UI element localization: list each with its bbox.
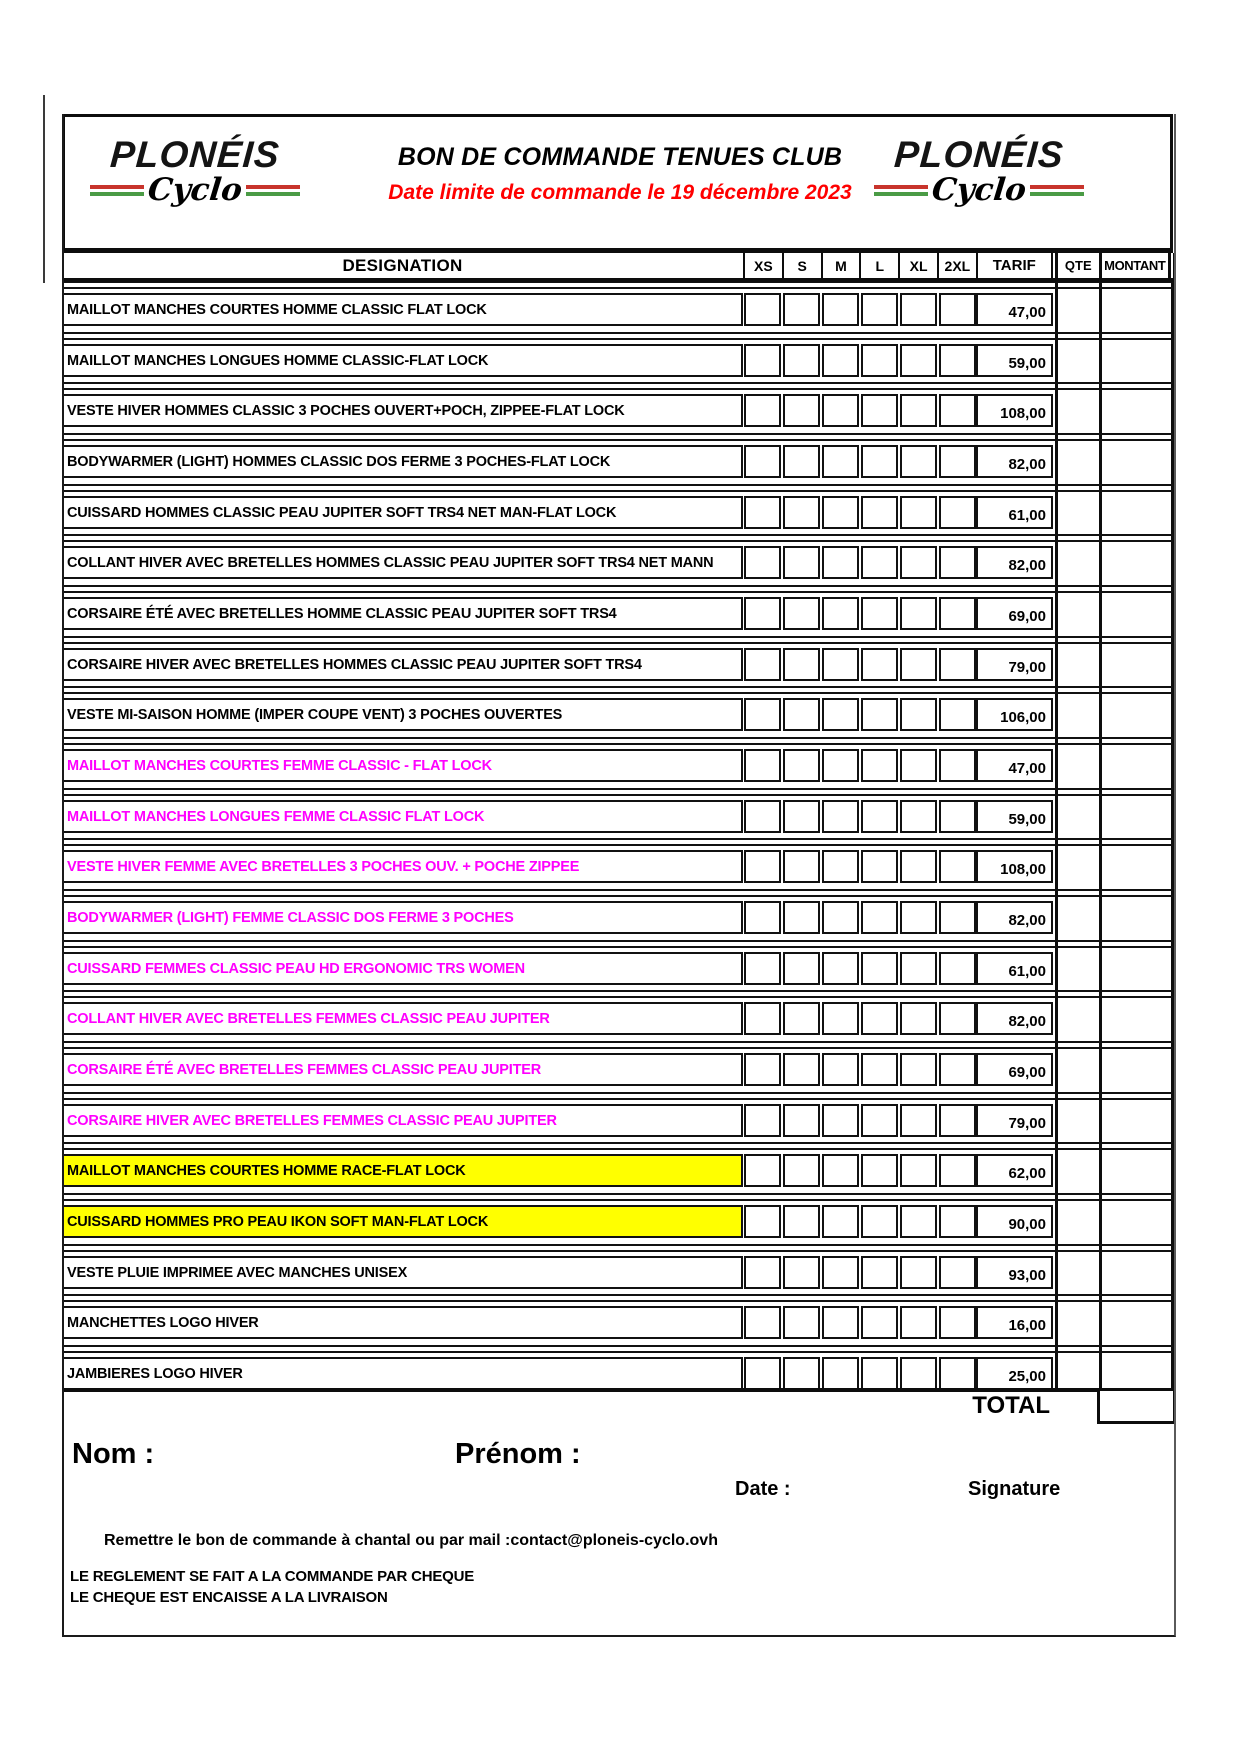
row-spacer: [62, 1092, 1173, 1100]
size-cell-m[interactable]: [822, 1053, 859, 1086]
size-cell-l[interactable]: [861, 546, 898, 579]
size-cell-s[interactable]: [783, 496, 820, 529]
tarif-cell: 106,00: [976, 698, 1053, 731]
logo-wordmark: PLONÉIS: [108, 134, 282, 175]
size-cell-l[interactable]: [861, 344, 898, 377]
size-cell-m[interactable]: [822, 344, 859, 377]
row-spacer: [62, 281, 1173, 289]
size-cell-s[interactable]: [783, 394, 820, 427]
column-montant: MONTANT: [1099, 253, 1171, 278]
logo-stripes-left: [90, 182, 144, 199]
size-cell-l[interactable]: [861, 1256, 898, 1289]
size-cell-xl[interactable]: [900, 1357, 937, 1390]
red-stripe: [90, 185, 144, 189]
table-row: [62, 1205, 1173, 1238]
row-spacer: [62, 737, 1173, 745]
size-cell-xs[interactable]: [744, 496, 781, 529]
size-cell-m[interactable]: [822, 850, 859, 883]
logo-script: Cyclo: [146, 172, 244, 208]
column-tarif: TARIF: [976, 253, 1053, 278]
logo-stripes-right: [1030, 182, 1084, 199]
green-stripe: [874, 192, 928, 196]
size-cell-xl[interactable]: [900, 1256, 937, 1289]
tarif-cell: 61,00: [976, 952, 1053, 985]
designation-cell: CUISSARD FEMMES CLASSIC PEAU HD ERGONOMIC TRS WOMEN: [62, 952, 743, 985]
table-row: [62, 901, 1173, 934]
row-spacer: [62, 534, 1173, 542]
column-qte: QTE: [1055, 253, 1099, 278]
size-cell-s[interactable]: [783, 546, 820, 579]
size-cell-s[interactable]: [783, 1256, 820, 1289]
tarif-cell: 59,00: [976, 800, 1053, 833]
size-cell-xs[interactable]: [744, 952, 781, 985]
row-spacer: [62, 433, 1173, 441]
tarif-cell: 82,00: [976, 1002, 1053, 1035]
row-spacer: [62, 838, 1173, 846]
designation-cell: CORSAIRE ÉTÉ AVEC BRETELLES HOMME CLASSIC PEAU JUPITER SOFT TRS4: [62, 597, 743, 630]
table-row: [62, 648, 1173, 681]
size-cell-2xl[interactable]: [939, 749, 976, 782]
total-label: TOTAL: [972, 1392, 1050, 1419]
tarif-cell: 47,00: [976, 293, 1053, 326]
tarif-cell: 69,00: [976, 1053, 1053, 1086]
logo-subrow: [863, 172, 1095, 208]
designation-cell: VESTE PLUIE IMPRIMEE AVEC MANCHES UNISEX: [62, 1256, 743, 1289]
tarif-cell: 79,00: [976, 648, 1053, 681]
row-spacer: [62, 1142, 1173, 1150]
size-cell-2xl[interactable]: [939, 1104, 976, 1137]
column-size-xl: XL: [898, 253, 937, 278]
logo-wordmark: PLONÉIS: [892, 134, 1066, 175]
designation-cell: MAILLOT MANCHES COURTES HOMME RACE-FLAT LOCK: [62, 1154, 743, 1187]
size-cell-l[interactable]: [861, 1357, 898, 1390]
size-cell-2xl[interactable]: [939, 1357, 976, 1390]
green-stripe: [1030, 192, 1084, 196]
size-cell-2xl[interactable]: [939, 1154, 976, 1187]
size-cell-xl[interactable]: [900, 597, 937, 630]
size-cell-2xl[interactable]: [939, 1306, 976, 1339]
size-cell-xl[interactable]: [900, 901, 937, 934]
size-cell-xl[interactable]: [900, 648, 937, 681]
table-row: [62, 1053, 1173, 1086]
tarif-cell: 62,00: [976, 1154, 1053, 1187]
size-cell-s[interactable]: [783, 1306, 820, 1339]
table-row: [62, 850, 1173, 883]
size-cell-m[interactable]: [822, 546, 859, 579]
size-cell-l[interactable]: [861, 1154, 898, 1187]
designation-cell: COLLANT HIVER AVEC BRETELLES HOMMES CLASSIC PEAU JUPITER SOFT TRS4 NET MANN: [62, 546, 743, 579]
size-cell-2xl[interactable]: [939, 1053, 976, 1086]
table-row: [62, 496, 1173, 529]
size-cell-xs[interactable]: [744, 1053, 781, 1086]
size-cell-xl[interactable]: [900, 1154, 937, 1187]
size-cell-xl[interactable]: [900, 1053, 937, 1086]
size-cell-m[interactable]: [822, 698, 859, 731]
size-cell-s[interactable]: [783, 1357, 820, 1390]
date-label: Date :: [735, 1478, 791, 1500]
size-cell-xs[interactable]: [744, 1357, 781, 1390]
designation-cell: MAILLOT MANCHES COURTES FEMME CLASSIC - FLAT LOCK: [62, 749, 743, 782]
size-cell-l[interactable]: [861, 1053, 898, 1086]
size-cell-xl[interactable]: [900, 1205, 937, 1238]
size-cell-xs[interactable]: [744, 901, 781, 934]
table-row: [62, 1104, 1173, 1137]
size-cell-xs[interactable]: [744, 1256, 781, 1289]
size-cell-m[interactable]: [822, 293, 859, 326]
designation-cell: CUISSARD HOMMES CLASSIC PEAU JUPITER SOFT TRS4 NET MAN-FLAT LOCK: [62, 496, 743, 529]
row-spacer: [62, 788, 1173, 796]
size-cell-xl[interactable]: [900, 394, 937, 427]
size-cell-m[interactable]: [822, 1104, 859, 1137]
size-cell-s[interactable]: [783, 597, 820, 630]
designation-cell: CORSAIRE ÉTÉ AVEC BRETELLES FEMMES CLASSIC PEAU JUPITER: [62, 1053, 743, 1086]
size-cell-xl[interactable]: [900, 850, 937, 883]
row-spacer: [62, 940, 1173, 948]
table-row: [62, 1256, 1173, 1289]
size-cell-2xl[interactable]: [939, 597, 976, 630]
size-cell-2xl[interactable]: [939, 344, 976, 377]
size-cell-xl[interactable]: [900, 1002, 937, 1035]
column-size-2xl: 2XL: [937, 253, 976, 278]
table-row: [62, 952, 1173, 985]
tarif-cell: 25,00: [976, 1357, 1053, 1390]
size-cell-xl[interactable]: [900, 1306, 937, 1339]
size-cell-xl[interactable]: [900, 1104, 937, 1137]
size-cell-s[interactable]: [783, 445, 820, 478]
size-cell-2xl[interactable]: [939, 1205, 976, 1238]
tarif-cell: 61,00: [976, 496, 1053, 529]
table-header: [62, 250, 1173, 282]
logo-subrow: [79, 172, 311, 208]
header-titles: [315, 143, 925, 205]
table-row: [62, 1154, 1173, 1187]
size-cell-xs[interactable]: [744, 850, 781, 883]
column-size-s: S: [782, 253, 821, 278]
size-cell-m[interactable]: [822, 952, 859, 985]
tarif-cell: 47,00: [976, 749, 1053, 782]
table-row: [62, 394, 1173, 427]
size-cell-xs[interactable]: [744, 1154, 781, 1187]
table-row: [62, 1306, 1173, 1339]
size-cell-l[interactable]: [861, 597, 898, 630]
tarif-cell: 108,00: [976, 850, 1053, 883]
size-cell-2xl[interactable]: [939, 648, 976, 681]
size-cell-xl[interactable]: [900, 800, 937, 833]
size-cell-2xl[interactable]: [939, 850, 976, 883]
size-cell-m[interactable]: [822, 496, 859, 529]
size-cell-2xl[interactable]: [939, 394, 976, 427]
tarif-cell: 82,00: [976, 901, 1053, 934]
size-cell-l[interactable]: [861, 698, 898, 731]
deadline-notice: Date limite de commande le 19 décembre 2023: [388, 181, 852, 204]
size-cell-s[interactable]: [783, 698, 820, 731]
designation-cell: BODYWARMER (LIGHT) FEMME CLASSIC DOS FERME 3 POCHES: [62, 901, 743, 934]
red-stripe: [874, 185, 928, 189]
size-cell-s[interactable]: [783, 1154, 820, 1187]
size-cell-s[interactable]: [783, 1002, 820, 1035]
size-cell-s[interactable]: [783, 1104, 820, 1137]
size-cell-m[interactable]: [822, 1256, 859, 1289]
size-cell-xs[interactable]: [744, 597, 781, 630]
size-cell-2xl[interactable]: [939, 800, 976, 833]
size-cell-m[interactable]: [822, 394, 859, 427]
green-stripe: [246, 192, 300, 196]
tarif-cell: 90,00: [976, 1205, 1053, 1238]
size-cell-xs[interactable]: [744, 394, 781, 427]
designation-cell: CORSAIRE HIVER AVEC BRETELLES FEMMES CLASSIC PEAU JUPITER: [62, 1104, 743, 1137]
scan-artifact-line: [43, 95, 45, 283]
size-cell-2xl[interactable]: [939, 901, 976, 934]
size-cell-xs[interactable]: [744, 445, 781, 478]
logo-script: Cyclo: [930, 172, 1028, 208]
size-cell-m[interactable]: [822, 1002, 859, 1035]
size-cell-s[interactable]: [783, 293, 820, 326]
row-spacer: [62, 1345, 1173, 1353]
size-cell-xs[interactable]: [744, 1306, 781, 1339]
size-cell-xs[interactable]: [744, 344, 781, 377]
size-cell-xl[interactable]: [900, 445, 937, 478]
tarif-cell: 93,00: [976, 1256, 1053, 1289]
size-cell-xl[interactable]: [900, 546, 937, 579]
size-cell-xs[interactable]: [744, 648, 781, 681]
row-spacer: [62, 1041, 1173, 1049]
size-cell-xs[interactable]: [744, 293, 781, 326]
row-spacer: [62, 990, 1173, 998]
club-logo-right: [863, 135, 1095, 208]
column-size-l: L: [859, 253, 898, 278]
red-stripe: [1030, 185, 1084, 189]
table-row: [62, 698, 1173, 731]
row-spacer: [62, 332, 1173, 340]
designation-cell: BODYWARMER (LIGHT) HOMMES CLASSIC DOS FERME 3 POCHES-FLAT LOCK: [62, 445, 743, 478]
size-cell-s[interactable]: [783, 901, 820, 934]
size-cell-l[interactable]: [861, 648, 898, 681]
size-cell-xl[interactable]: [900, 293, 937, 326]
size-cell-s[interactable]: [783, 800, 820, 833]
tarif-cell: 82,00: [976, 445, 1053, 478]
green-stripe: [90, 192, 144, 196]
size-cell-l[interactable]: [861, 800, 898, 833]
designation-cell: MAILLOT MANCHES LONGUES HOMME CLASSIC-FLAT LOCK: [62, 344, 743, 377]
tarif-cell: 69,00: [976, 597, 1053, 630]
table-row: [62, 344, 1173, 377]
designation-cell: JAMBIERES LOGO HIVER: [62, 1357, 743, 1390]
tarif-cell: 16,00: [976, 1306, 1053, 1339]
designation-cell: MAILLOT MANCHES LONGUES FEMME CLASSIC FLAT LOCK: [62, 800, 743, 833]
footer-payment-rule-2: LE CHEQUE EST ENCAISSE A LA LIVRAISON: [70, 1589, 388, 1606]
table-row: [62, 546, 1173, 579]
size-cell-xl[interactable]: [900, 952, 937, 985]
table-row: [62, 1002, 1173, 1035]
size-cell-m[interactable]: [822, 1154, 859, 1187]
size-cell-l[interactable]: [861, 293, 898, 326]
designation-cell: MANCHETTES LOGO HIVER: [62, 1306, 743, 1339]
table-row: [62, 597, 1173, 630]
designation-cell: COLLANT HIVER AVEC BRETELLES FEMMES CLASSIC PEAU JUPITER: [62, 1002, 743, 1035]
nom-label: Nom :: [72, 1438, 155, 1470]
size-cell-xs[interactable]: [744, 698, 781, 731]
table-row: [62, 1357, 1173, 1390]
row-spacer: [62, 1193, 1173, 1201]
size-cell-xs[interactable]: [744, 749, 781, 782]
size-cell-l[interactable]: [861, 749, 898, 782]
size-cell-2xl[interactable]: [939, 293, 976, 326]
size-cell-m[interactable]: [822, 648, 859, 681]
size-cell-xs[interactable]: [744, 1205, 781, 1238]
size-cell-m[interactable]: [822, 445, 859, 478]
designation-cell: CUISSARD HOMMES PRO PEAU IKON SOFT MAN-FLAT LOCK: [62, 1205, 743, 1238]
size-cell-l[interactable]: [861, 1002, 898, 1035]
tarif-cell: 59,00: [976, 344, 1053, 377]
designation-cell: VESTE MI-SAISON HOMME (IMPER COUPE VENT) 3 POCHES OUVERTES: [62, 698, 743, 731]
size-cell-s[interactable]: [783, 952, 820, 985]
size-cell-l[interactable]: [861, 1306, 898, 1339]
size-cell-xl[interactable]: [900, 698, 937, 731]
size-cell-s[interactable]: [783, 344, 820, 377]
size-cell-2xl[interactable]: [939, 952, 976, 985]
table-row: [62, 800, 1173, 833]
logo-stripes-left: [874, 182, 928, 199]
column-size-xs: XS: [743, 253, 782, 278]
logo-stripes-right: [246, 182, 300, 199]
size-cell-l[interactable]: [861, 952, 898, 985]
row-spacer: [62, 1294, 1173, 1302]
size-cell-l[interactable]: [861, 496, 898, 529]
size-cell-xs[interactable]: [744, 546, 781, 579]
red-stripe: [246, 185, 300, 189]
size-cell-m[interactable]: [822, 749, 859, 782]
table-row: [62, 293, 1173, 326]
row-spacer: [62, 1244, 1173, 1252]
designation-cell: VESTE HIVER FEMME AVEC BRETELLES 3 POCHES OUV. + POCHE ZIPPEE: [62, 850, 743, 883]
size-cell-xs[interactable]: [744, 800, 781, 833]
designation-cell: MAILLOT MANCHES COURTES HOMME CLASSIC FLAT LOCK: [62, 293, 743, 326]
tarif-cell: 79,00: [976, 1104, 1053, 1137]
size-cell-2xl[interactable]: [939, 698, 976, 731]
row-spacer: [62, 382, 1173, 390]
size-cell-s[interactable]: [783, 1205, 820, 1238]
size-cell-m[interactable]: [822, 800, 859, 833]
form-title: BON DE COMMANDE TENUES CLUB: [397, 143, 843, 171]
size-cell-xs[interactable]: [744, 1002, 781, 1035]
prenom-label: Prénom :: [455, 1438, 581, 1470]
row-spacer: [62, 636, 1173, 644]
size-cell-s[interactable]: [783, 749, 820, 782]
size-cell-xl[interactable]: [900, 749, 937, 782]
size-cell-m[interactable]: [822, 597, 859, 630]
size-cell-m[interactable]: [822, 1205, 859, 1238]
size-cell-2xl[interactable]: [939, 445, 976, 478]
club-logo-left: [79, 135, 311, 208]
column-designation: DESIGNATION: [342, 255, 463, 275]
designation-cell: VESTE HIVER HOMMES CLASSIC 3 POCHES OUVERT+POCH, ZIPPEE-FLAT LOCK: [62, 394, 743, 427]
size-cell-s[interactable]: [783, 1053, 820, 1086]
table-row: [62, 749, 1173, 782]
row-spacer: [62, 484, 1173, 492]
size-cell-m[interactable]: [822, 1357, 859, 1390]
size-cell-l[interactable]: [861, 901, 898, 934]
total-amount-box[interactable]: [1097, 1388, 1176, 1424]
tarif-cell: 108,00: [976, 394, 1053, 427]
size-cell-l[interactable]: [861, 1205, 898, 1238]
size-cell-s[interactable]: [783, 850, 820, 883]
size-cell-l[interactable]: [861, 445, 898, 478]
size-cell-l[interactable]: [861, 394, 898, 427]
size-cell-l[interactable]: [861, 1104, 898, 1137]
size-cell-m[interactable]: [822, 901, 859, 934]
size-cell-2xl[interactable]: [939, 496, 976, 529]
size-cell-xl[interactable]: [900, 496, 937, 529]
designation-cell: CORSAIRE HIVER AVEC BRETELLES HOMMES CLASSIC PEAU JUPITER SOFT TRS4: [62, 648, 743, 681]
size-cell-l[interactable]: [861, 850, 898, 883]
footer-payment-rule-1: LE REGLEMENT SE FAIT A LA COMMANDE PAR CHEQUE: [70, 1568, 475, 1585]
table-row: [62, 445, 1173, 478]
size-cell-2xl[interactable]: [939, 546, 976, 579]
row-spacer: [62, 585, 1173, 593]
row-spacer: [62, 686, 1173, 694]
footer-remit-instruction: Remettre le bon de commande à chantal ou par mail :contact@ploneis-cyclo.ovh: [104, 1532, 718, 1549]
size-cell-xl[interactable]: [900, 344, 937, 377]
size-cell-s[interactable]: [783, 648, 820, 681]
size-cell-2xl[interactable]: [939, 1002, 976, 1035]
column-size-m: M: [821, 253, 860, 278]
header: [62, 114, 1173, 251]
size-cell-2xl[interactable]: [939, 1256, 976, 1289]
tarif-cell: 82,00: [976, 546, 1053, 579]
signature-label: Signature: [968, 1478, 1061, 1500]
size-cell-xs[interactable]: [744, 1104, 781, 1137]
size-cell-m[interactable]: [822, 1306, 859, 1339]
row-spacer: [62, 889, 1173, 897]
